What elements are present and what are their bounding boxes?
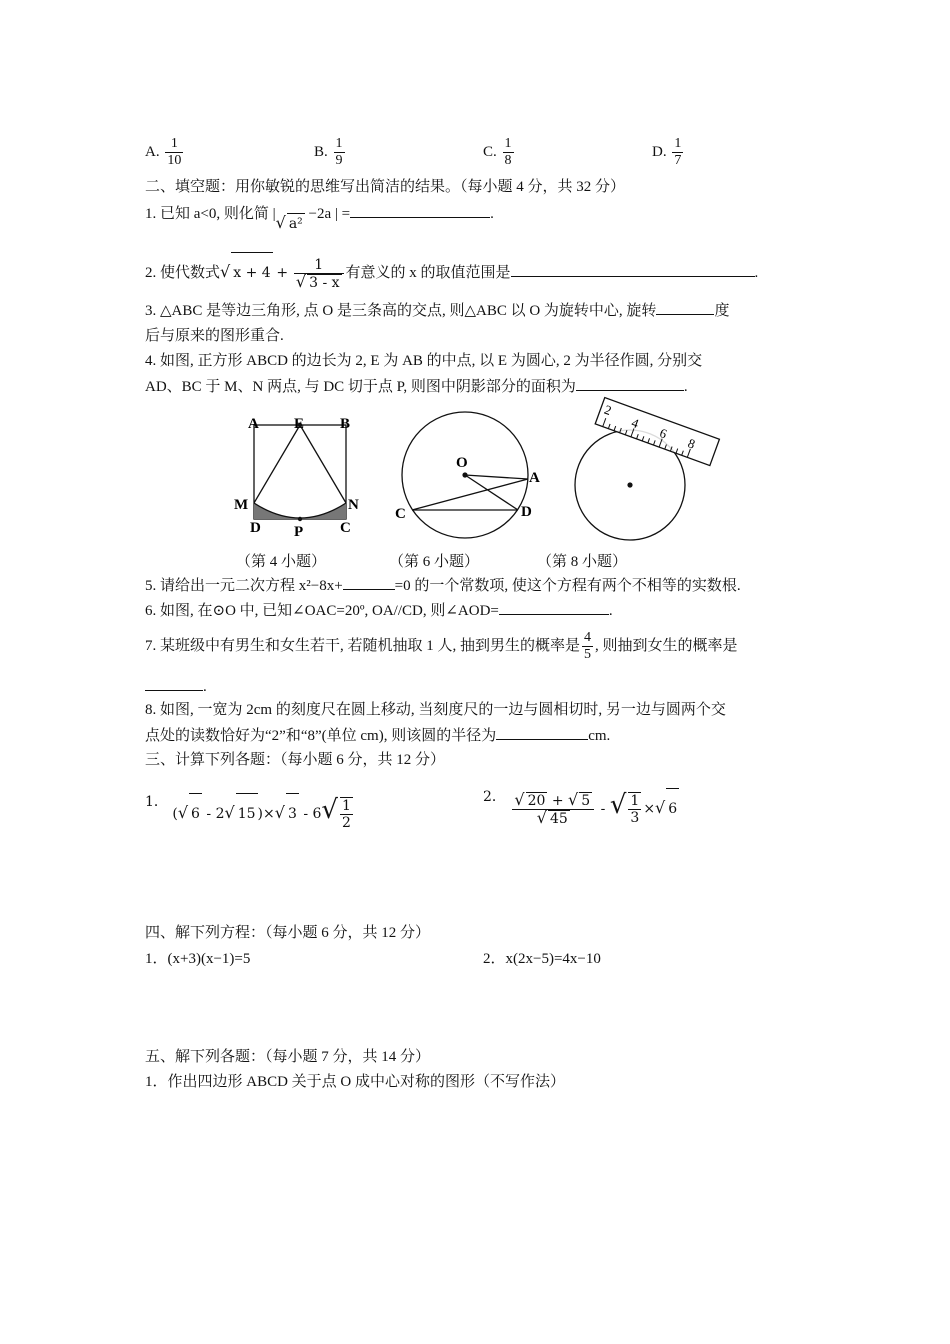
q2 bbox=[145, 252, 758, 293]
label-c: C bbox=[340, 520, 351, 536]
label-n: N bbox=[348, 497, 359, 513]
sqrt-sign: √ bbox=[568, 789, 579, 809]
option-b-num: 1 bbox=[335, 136, 343, 152]
radicand-3: 3 bbox=[286, 793, 299, 834]
q1-post: −2a | = bbox=[308, 206, 351, 222]
segment-en bbox=[300, 425, 346, 503]
q5-post: =0 的一个常数项, 使这个方程有两个不相等的实数根. bbox=[394, 578, 741, 594]
q4-line1: 4. 如图, 正方形 ABCD 的边长为 2, E 为 AB 的中点, 以 E 为圆心, 2 为半径作圆, 分别交 bbox=[145, 353, 703, 369]
radical-fraction bbox=[512, 789, 594, 827]
sqrt-sign: √ bbox=[220, 262, 231, 281]
option-b-label: B. bbox=[314, 144, 328, 160]
q2-plus: + bbox=[276, 265, 289, 281]
sqrt-sign: √ bbox=[224, 803, 235, 822]
q5-answer-blank bbox=[343, 575, 395, 590]
radicand-20: 20 bbox=[527, 792, 546, 809]
minus-six: - 6 bbox=[298, 806, 322, 822]
q2-frac-num: 1 bbox=[294, 257, 344, 274]
sqrt-sign: √ bbox=[536, 807, 547, 827]
sqrt-sign: √ bbox=[321, 795, 338, 825]
fraction-den: 3 bbox=[630, 810, 640, 826]
option-d-fraction bbox=[672, 136, 683, 169]
label-a: A bbox=[529, 470, 540, 486]
q2-frac-den bbox=[294, 271, 344, 291]
q1-answer-blank bbox=[350, 203, 490, 218]
q5 bbox=[145, 575, 741, 596]
problem-number: 2． bbox=[483, 789, 506, 805]
tick-label-6: 6 bbox=[657, 425, 669, 442]
q4-answer-blank bbox=[576, 376, 684, 391]
q3-text: 3. △ABC 是等边三角形, 点 O 是三条高的交点, 则△ABC 以 O 为旋转中心, 旋转 bbox=[145, 303, 657, 319]
section5-problem-1: 1．作出四边形 ABCD 关于点 O 成中心对称的图形（不写作法） bbox=[145, 1074, 566, 1090]
q3-answer-blank bbox=[656, 300, 714, 315]
q4-text: AD、BC 于 M、N 两点, 与 DC 切于点 P, 则图中阴影部分的面积为 bbox=[145, 379, 576, 395]
option-b-fraction bbox=[334, 136, 345, 169]
label-o: O bbox=[456, 455, 468, 471]
sqrt-fraction bbox=[628, 792, 641, 826]
fraction-num: 1 bbox=[630, 793, 640, 809]
q1-radical bbox=[275, 213, 305, 232]
q3-line1-end: 度 bbox=[714, 303, 730, 319]
calc-problem-1 bbox=[145, 790, 355, 834]
q7-frac-num: 4 bbox=[584, 630, 592, 646]
q7-answer-blank bbox=[145, 676, 203, 691]
section2-heading: 二、填空题：用你敏锐的思维写出简洁的结果。（每小题 4 分，共 32 分） bbox=[145, 179, 626, 195]
radicand-6: 6 bbox=[666, 788, 679, 829]
option-a bbox=[145, 132, 185, 172]
radicand-15: 15 bbox=[236, 793, 258, 834]
label-b: B bbox=[340, 416, 351, 432]
q6-pre: 6. 如图, 在⊙O 中, 已知∠OAC=20º, OA//CD, 则∠AOD= bbox=[145, 603, 499, 619]
tick-label-2: 2 bbox=[602, 401, 614, 419]
paren-open: ( bbox=[172, 806, 178, 822]
radicand-6: 6 bbox=[189, 793, 202, 834]
q7-frac-den: 5 bbox=[584, 647, 592, 663]
figure-8 bbox=[565, 395, 725, 545]
equation-problem-1: 1．(x+3)(x−1)=5 bbox=[145, 951, 251, 967]
q6-answer-blank bbox=[499, 600, 609, 615]
square-abcd bbox=[254, 425, 346, 519]
option-a-fraction bbox=[165, 136, 183, 169]
q8-end: cm. bbox=[588, 728, 611, 744]
q4-end: . bbox=[683, 379, 688, 395]
label-a: A bbox=[248, 416, 259, 432]
radicand-5: 5 bbox=[581, 792, 591, 809]
circle-center bbox=[627, 482, 632, 487]
minus-two: - 2 bbox=[201, 806, 225, 822]
section5-heading: 五、解下列各题：（每小题 7 分，共 14 分） bbox=[145, 1049, 431, 1065]
calc-problem-2 bbox=[483, 785, 679, 829]
q2-post: 有意义的 x 的取值范围是 bbox=[345, 265, 511, 281]
q7-line2 bbox=[145, 676, 207, 697]
caption-fig4: （第 4 小题） bbox=[236, 554, 327, 570]
option-c-label: C. bbox=[483, 144, 497, 160]
option-d-den: 7 bbox=[674, 153, 682, 169]
tick-label-4: 4 bbox=[629, 414, 641, 432]
sqrt-sign: √ bbox=[274, 803, 285, 822]
paren-times: )× bbox=[257, 806, 275, 822]
q2-fraction bbox=[294, 257, 344, 291]
sqrt-sign: √ bbox=[514, 789, 525, 809]
sqrt-sign: √ bbox=[275, 213, 286, 232]
fraction-den bbox=[512, 807, 594, 827]
segment-oa bbox=[465, 475, 528, 479]
q7-post: , 则抽到女生的概率是 bbox=[595, 638, 738, 654]
fraction-den: 2 bbox=[342, 815, 351, 831]
q2-end: . bbox=[754, 265, 759, 281]
fraction-num bbox=[512, 789, 594, 810]
minus-sign: - bbox=[596, 801, 610, 817]
option-c-den: 8 bbox=[504, 153, 512, 169]
ruler-body bbox=[595, 398, 719, 466]
label-d: D bbox=[521, 504, 532, 520]
sqrt-sign: √ bbox=[609, 790, 627, 820]
label-p: P bbox=[294, 524, 304, 540]
option-c-fraction bbox=[503, 136, 514, 169]
q2-den-radicand: 3 - x bbox=[309, 274, 340, 291]
caption-fig8: （第 8 小题） bbox=[537, 554, 628, 570]
q3-line2: 后与原来的图形重合. bbox=[145, 328, 284, 344]
option-a-num: 1 bbox=[165, 136, 183, 153]
label-m: M bbox=[234, 497, 249, 513]
option-c bbox=[483, 132, 516, 172]
q7-end: . bbox=[203, 679, 207, 695]
q3-line1 bbox=[145, 300, 729, 321]
q7-fraction bbox=[582, 630, 593, 663]
fraction-num: 1 bbox=[342, 798, 351, 814]
q2-radicand-1: x + 4 bbox=[231, 252, 272, 293]
option-a-den: 10 bbox=[167, 153, 182, 169]
option-d-label: D. bbox=[652, 144, 667, 160]
q8-text: 点处的读数恰好为“2”和“8”(单位 cm), 则该圆的半径为 bbox=[145, 728, 497, 744]
option-c-num: 1 bbox=[504, 136, 512, 152]
sqrt-sign: √ bbox=[177, 803, 189, 822]
q7-pre: 7. 某班级中有男生和女生若干, 若随机抽取 1 人, 抽到男生的概率是 bbox=[145, 638, 581, 654]
option-d-num: 1 bbox=[674, 136, 682, 152]
figure-6 bbox=[390, 405, 550, 543]
equation-problem-2: 2．x(2x−5)=4x−10 bbox=[483, 951, 601, 967]
ruler bbox=[595, 398, 719, 466]
caption-fig6: （第 6 小题） bbox=[389, 554, 480, 570]
times-sign: × bbox=[643, 801, 656, 817]
q8-answer-blank bbox=[496, 725, 588, 740]
q8-line1: 8. 如图, 一宽为 2cm 的刻度尺在圆上移动, 当刻度尺的一边与圆相切时, 另一边与圆两个交 bbox=[145, 702, 726, 718]
label-e: E bbox=[294, 416, 305, 432]
option-b bbox=[314, 132, 347, 172]
point-p bbox=[298, 517, 302, 521]
problem-number: 1． bbox=[145, 794, 168, 810]
segment-em bbox=[254, 425, 300, 503]
q4-line2 bbox=[145, 376, 688, 397]
section4-heading: 四、解下列方程：（每小题 6 分，共 12 分） bbox=[145, 925, 431, 941]
q7 bbox=[145, 626, 738, 666]
q1-end: . bbox=[490, 206, 494, 222]
section3-heading: 三、计算下列各题：（每小题 6 分，共 12 分） bbox=[145, 752, 446, 768]
q2-radical-1 bbox=[220, 262, 273, 281]
q1 bbox=[145, 203, 494, 232]
q8-line2 bbox=[145, 725, 610, 746]
plus-sign: + bbox=[547, 792, 569, 809]
figure-4 bbox=[228, 405, 378, 543]
point-o bbox=[462, 472, 467, 477]
q6-end: . bbox=[608, 603, 613, 619]
q5-pre: 5. 请给出一元二次方程 x²−8x+ bbox=[145, 578, 343, 594]
q2-pre: 2. 使代数式 bbox=[145, 265, 221, 281]
radicand-45: 45 bbox=[549, 810, 568, 827]
sqrt-sign: √ bbox=[655, 798, 666, 817]
label-d: D bbox=[250, 520, 261, 536]
option-b-den: 9 bbox=[335, 153, 343, 169]
tick-label-8: 8 bbox=[685, 435, 698, 452]
q2-answer-blank bbox=[511, 262, 755, 277]
label-c: C bbox=[395, 506, 406, 522]
segment-od bbox=[465, 475, 518, 510]
sqrt-fraction bbox=[340, 797, 353, 831]
q1-pre: 1. 已知 a<0, 则化简 | bbox=[145, 206, 276, 222]
sqrt-sign: √ bbox=[295, 271, 307, 291]
option-d bbox=[652, 132, 685, 172]
q1-radicand: a² bbox=[287, 213, 305, 234]
q6 bbox=[145, 600, 613, 621]
option-a-label: A. bbox=[145, 144, 160, 160]
